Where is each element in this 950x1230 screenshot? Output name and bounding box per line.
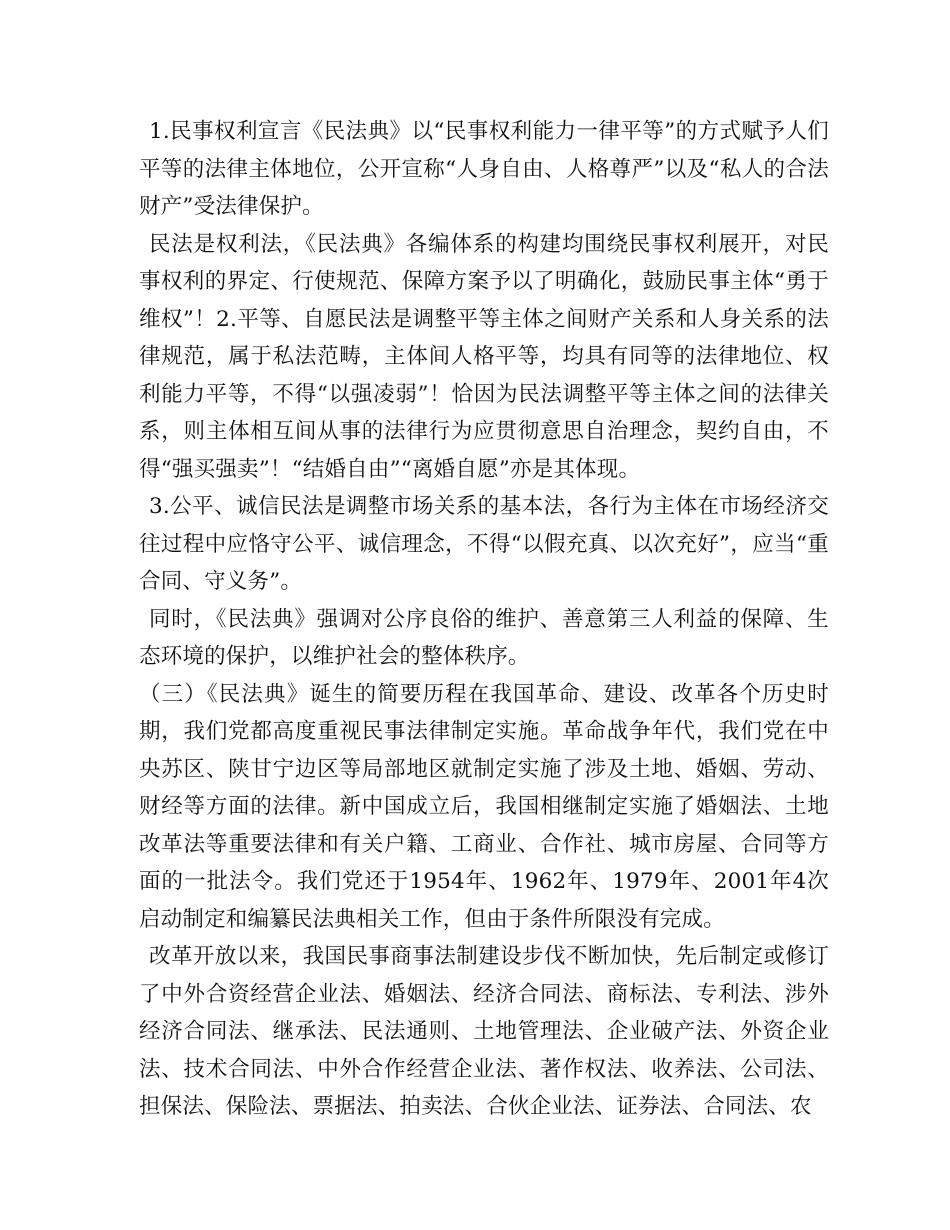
paragraph-6: 改革开放以来，我国民事商事法制建设步伐不断加快，先后制定或修订了中外合资经营企业法、婚姻法、经济合同法、商标法、专利法、涉外经济合同法、继承法、民法通则、土地管理法、企业破产法、外资企业法、技术合同法、中外合作经营企业法、著作权法、收养法、公司法、担保法、保险法、票据法、拍卖法、合伙企业法、证券法、合同法、农 <box>139 944 829 1119</box>
paragraph-2: 民法是权利法，《民法典》各编体系的构建均围绕民事权利展开，对民事权利的界定、行使规范、保障方案予以了明确化，鼓励民事主体“勇于维权”！2.平等、自愿民法是调整平等主体之间财产关系和人身关系的法律规范，属于私法范畴，主体间人格平等，均具有同等的法律地位、权利能力平等，不得“以强凌弱”！恰因为民法调整平等主体之间的法律关系，则主体相互间从事的法律行为应贯彻意思自治理念，契约自由，不得“强买强卖”！“结婚自由”“离婚自愿”亦是其体现。 <box>139 231 829 482</box>
paragraph-4: 同时，《民法典》强调对公序良俗的维护、善意第三人利益的保障、生态环境的保护，以维护社会的整体秩序。 <box>139 606 829 669</box>
paragraph-3: 3.公平、诚信民法是调整市场关系的基本法，各行为主体在市场经济交往过程中应恪守公平、诚信理念，不得“以假充真、以次充好”，应当“重合同、守义务”。 <box>139 494 829 594</box>
document-body <box>139 113 829 1126</box>
paragraph-1: 1.民事权利宣言《民法典》以“民事权利能力一律平等”的方式赋予人们平等的法律主体地位，公开宣称“人身自由、人格尊严”以及“私人的合法财产”受法律保护。 <box>139 119 829 219</box>
paragraph-5: （三）《民法典》诞生的简要历程在我国革命、建设、改革各个历史时期，我们党都高度重视民事法律制定实施。革命战争年代，我们党在中央苏区、陕甘宁边区等局部地区就制定实施了涉及土地、婚姻、劳动、财经等方面的法律。新中国成立后，我国相继制定实施了婚姻法、土地改革法等重要法律和有关户籍、工商业、合作社、城市房屋、合同等方面的一批法令。我们党还于1954年、1962年、1979年、2001年4次启动制定和编纂民法典相关工作，但由于条件所限没有完成。 <box>139 681 829 932</box>
